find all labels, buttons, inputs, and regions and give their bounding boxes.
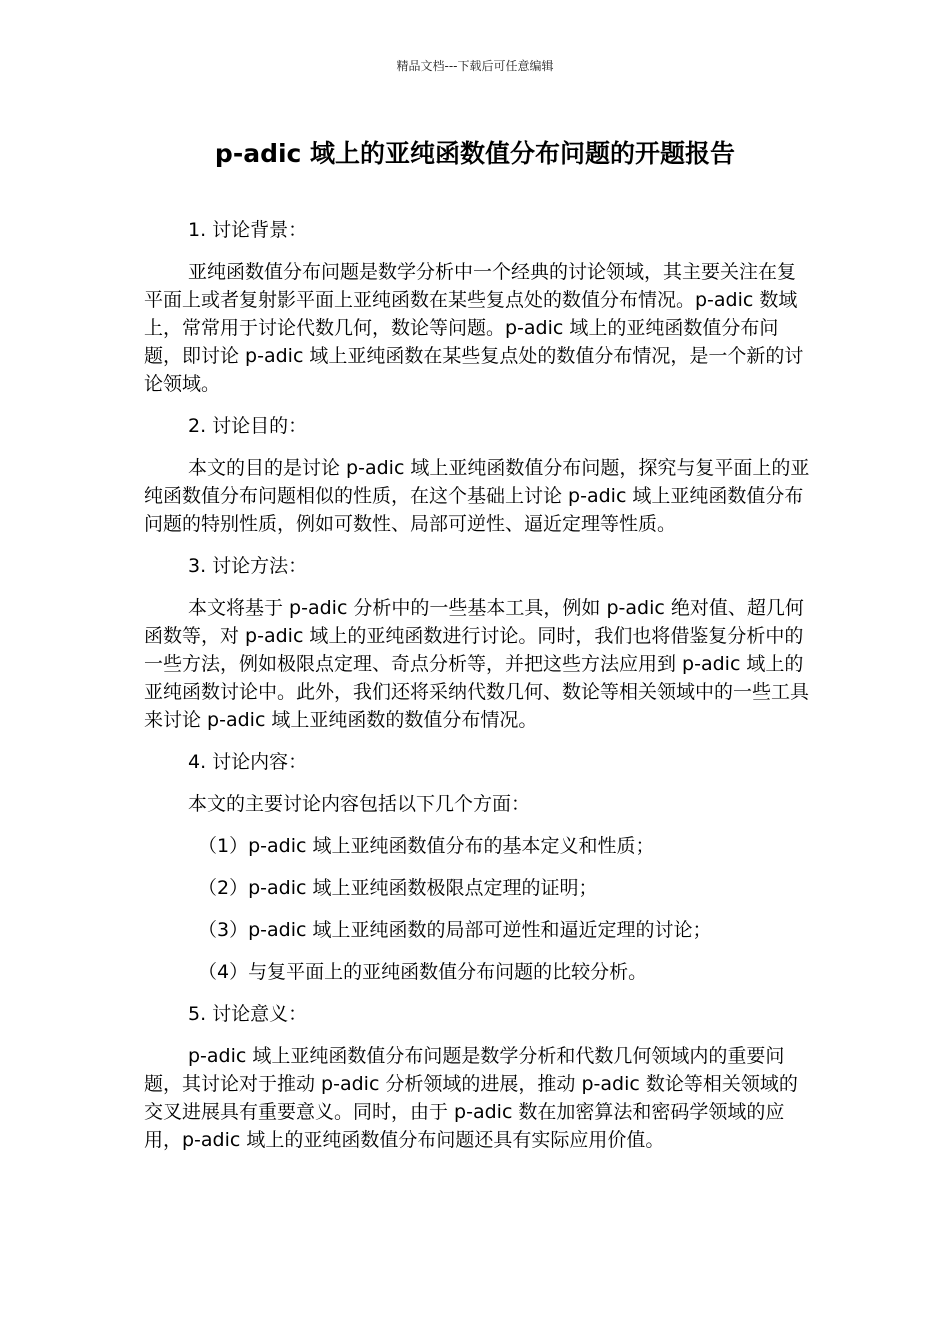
section-paragraph-method: 本文将基于 p-adic 分析中的一些基本工具，例如 p-adic 绝对值、超几何函数等，对 p-adic 域上的亚纯函数进行讨论。同时，我们也将借鉴复分析中的一些方法，例如极限点定理、奇点分析等，并把这些方法应用到 p-adic 域上的亚纯函数讨论中。此外，我们还将采纳代数几何、数论等相关领域中的一些工具来讨论 p-adic 域上亚纯函数的数值分布情况。 <box>144 597 810 731</box>
section-paragraph-significance: p-adic 域上亚纯函数值分布问题是数学分析和代数几何领域内的重要问题，其讨论对于推动 p-adic 分析领域的进展，推动 p-adic 数论等相关领域的交叉进展具有重要意义。同时，由于 p-adic 数在加密算法和密码学领域的应用，p-adic 域上的亚纯函数值分布问题还具有实际应用价值。 <box>144 1045 798 1151</box>
header-note: 精品文档---下载后可任意编辑 <box>396 59 554 73</box>
section-heading-significance: 5. 讨论意义： <box>188 1003 308 1025</box>
section-heading-content: 4. 讨论内容： <box>188 751 308 773</box>
section-paragraph-purpose: 本文的目的是讨论 p-adic 域上亚纯函数值分布问题，探究与复平面上的亚纯函数值分布问题相似的性质，在这个基础上讨论 p-adic 域上亚纯函数值分布问题的特别性质，例如可数性、局部可逆性、逼近定理等性质。 <box>144 457 810 535</box>
section-heading-method: 3. 讨论方法： <box>188 555 308 577</box>
section-intro-content: 本文的主要讨论内容包括以下几个方面： <box>188 793 531 815</box>
section-heading-purpose: 2. 讨论目的： <box>188 415 308 437</box>
document-title: p-adic 域上的亚纯函数值分布问题的开题报告 <box>214 139 736 168</box>
list-item: （4）与复平面上的亚纯函数值分布问题的比较分析。 <box>198 961 648 983</box>
list-item: （3）p-adic 域上亚纯函数的局部可逆性和逼近定理的讨论； <box>198 919 712 941</box>
section-heading-background: 1. 讨论背景： <box>188 219 308 241</box>
document-body <box>144 216 810 1168</box>
list-item: （1）p-adic 域上亚纯函数值分布的基本定义和性质； <box>198 835 655 857</box>
section-paragraph-background: 亚纯函数值分布问题是数学分析中一个经典的讨论领域，其主要关注在复平面上或者复射影平面上亚纯函数在某些复点处的数值分布情况。p-adic 数域上，常常用于讨论代数几何，数论等问题。p-adic 域上的亚纯函数值分布问题，即讨论 p-adic 域上亚纯函数在某些复点处的数值分布情况，是一个新的讨论领域。 <box>144 261 804 395</box>
list-item: （2）p-adic 域上亚纯函数极限点定理的证明； <box>198 877 598 899</box>
